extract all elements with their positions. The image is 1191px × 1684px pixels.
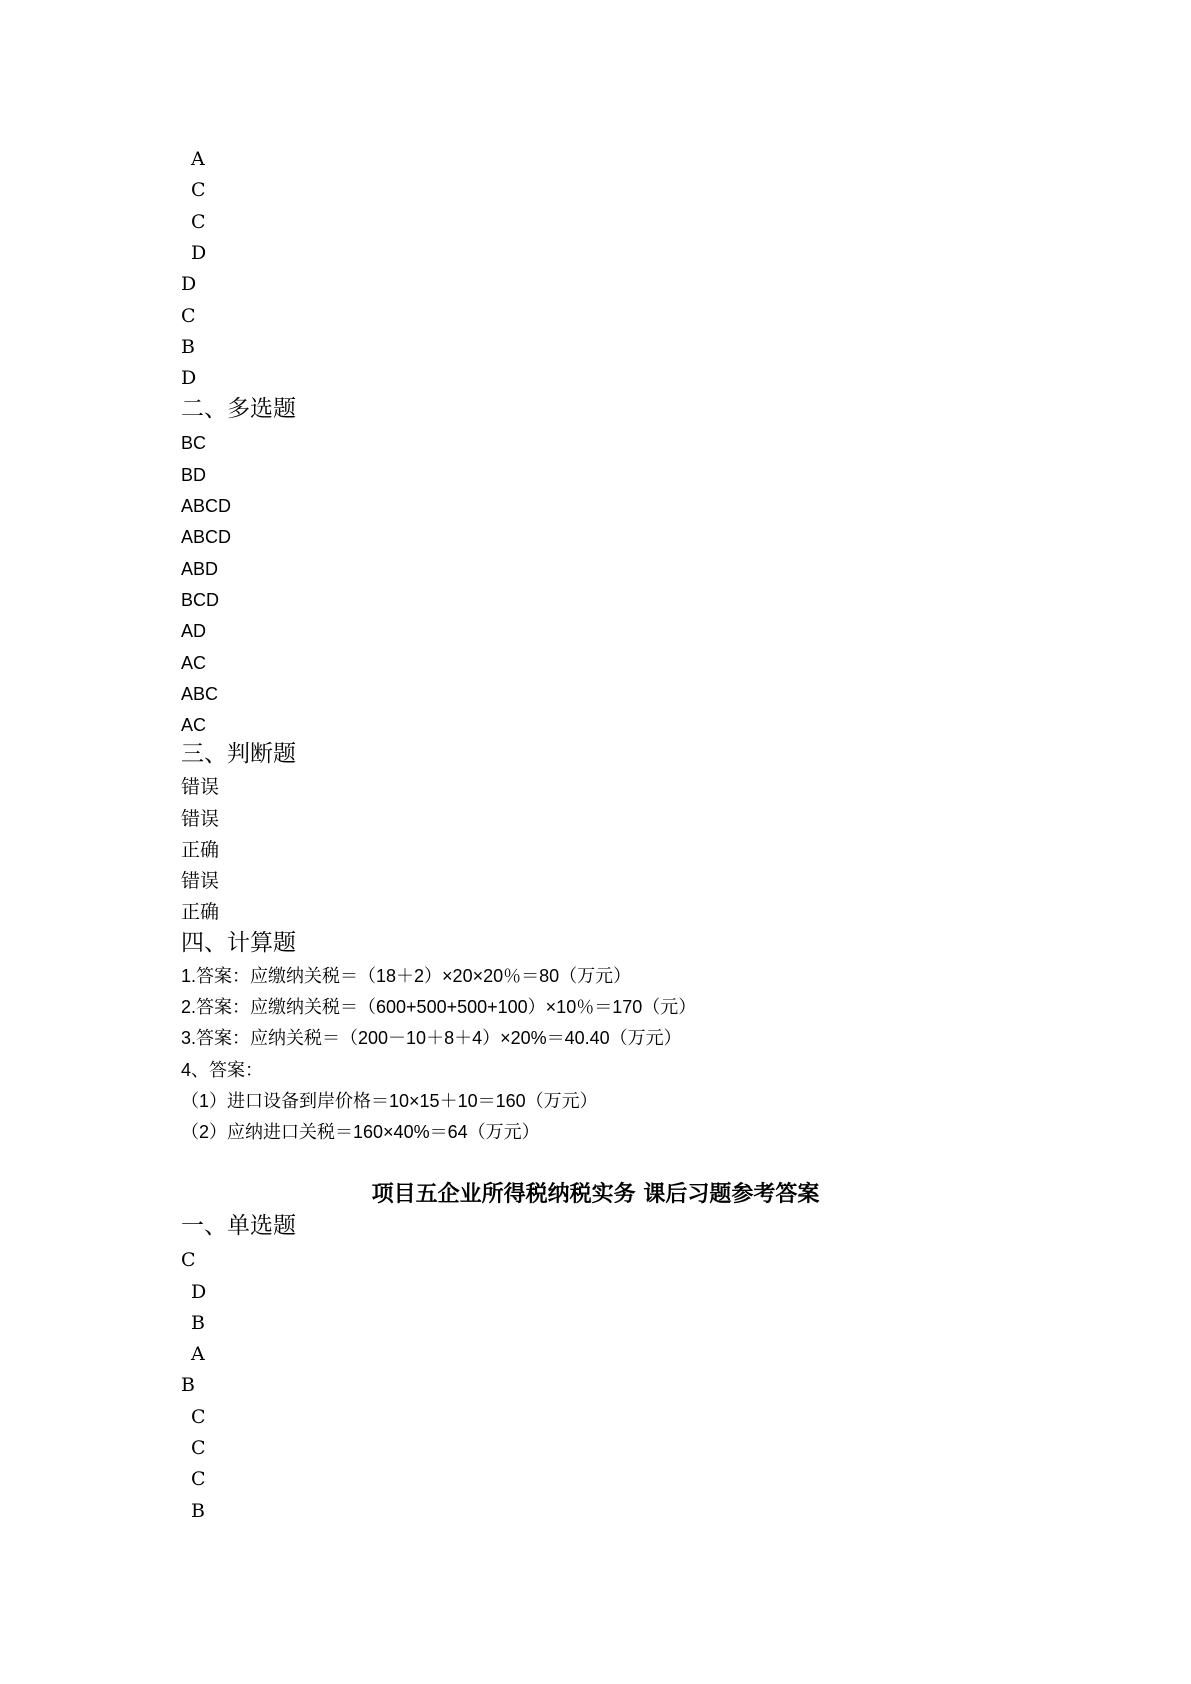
multiple-choice-answer: ABCD — [181, 527, 232, 547]
single-choice-answer: C — [191, 179, 206, 201]
section-heading-calculation: 四、计算题 — [181, 930, 296, 956]
true-false-answer: 错误 — [181, 808, 220, 830]
multiple-choice-answer: ABD — [181, 559, 219, 579]
multiple-choice-answer: AC — [181, 715, 207, 735]
project5-title: 项目五企业所得税纳税实务 课后习题参考答案 — [371, 1182, 820, 1207]
single-choice-answer: B — [191, 1500, 205, 1522]
multiple-choice-answer: BD — [181, 465, 207, 485]
calculation-answer-line: 1.答案：应缴纳关税＝（18＋2）×20×20％＝80（万元） — [181, 966, 632, 986]
calculation-answer-line: （2）应纳进口关税＝160×40%＝64（万元） — [181, 1122, 540, 1142]
section-heading-true-false: 三、判断题 — [181, 741, 296, 767]
single-choice-answer: C — [191, 1437, 206, 1459]
single-choice-answer: D — [181, 273, 197, 295]
section-heading-single-choice: 一、单选题 — [181, 1213, 296, 1239]
true-false-answer: 错误 — [181, 776, 220, 798]
single-choice-answer: C — [191, 1406, 206, 1428]
single-choice-answer: C — [191, 211, 206, 233]
calculation-answer-line: 4、答案： — [181, 1060, 264, 1080]
single-choice-answer: C — [181, 1249, 196, 1271]
multiple-choice-answer: AC — [181, 653, 207, 673]
multiple-choice-answer: BC — [181, 433, 207, 453]
single-choice-answer: D — [191, 1281, 207, 1303]
true-false-answer: 正确 — [181, 901, 220, 923]
single-choice-answer: B — [181, 1374, 195, 1396]
single-choice-answer: B — [181, 336, 195, 358]
single-choice-answer: D — [181, 367, 197, 389]
multiple-choice-answer: ABC — [181, 684, 219, 704]
single-choice-answer: A — [191, 1343, 205, 1365]
single-choice-answer: C — [181, 305, 196, 327]
single-choice-answer: C — [191, 1468, 206, 1490]
calculation-answer-line: 3.答案：应纳关税＝（200－10＋8＋4）×20%＝40.40（万元） — [181, 1028, 682, 1048]
single-choice-answer: A — [191, 148, 205, 170]
single-choice-answer: D — [191, 242, 207, 264]
section-heading-multiple-choice: 二、多选题 — [181, 396, 296, 422]
multiple-choice-answer: ABCD — [181, 496, 232, 516]
single-choice-answer: B — [191, 1312, 205, 1334]
true-false-answer: 正确 — [181, 839, 220, 861]
multiple-choice-answer: AD — [181, 621, 207, 641]
calculation-answer-line: （1）进口设备到岸价格＝10×15＋10＝160（万元） — [181, 1091, 598, 1111]
true-false-answer: 错误 — [181, 870, 220, 892]
calculation-answer-line: 2.答案：应缴纳关税＝（600+500+500+100）×10％＝170（元） — [181, 997, 697, 1017]
multiple-choice-answer: BCD — [181, 590, 220, 610]
